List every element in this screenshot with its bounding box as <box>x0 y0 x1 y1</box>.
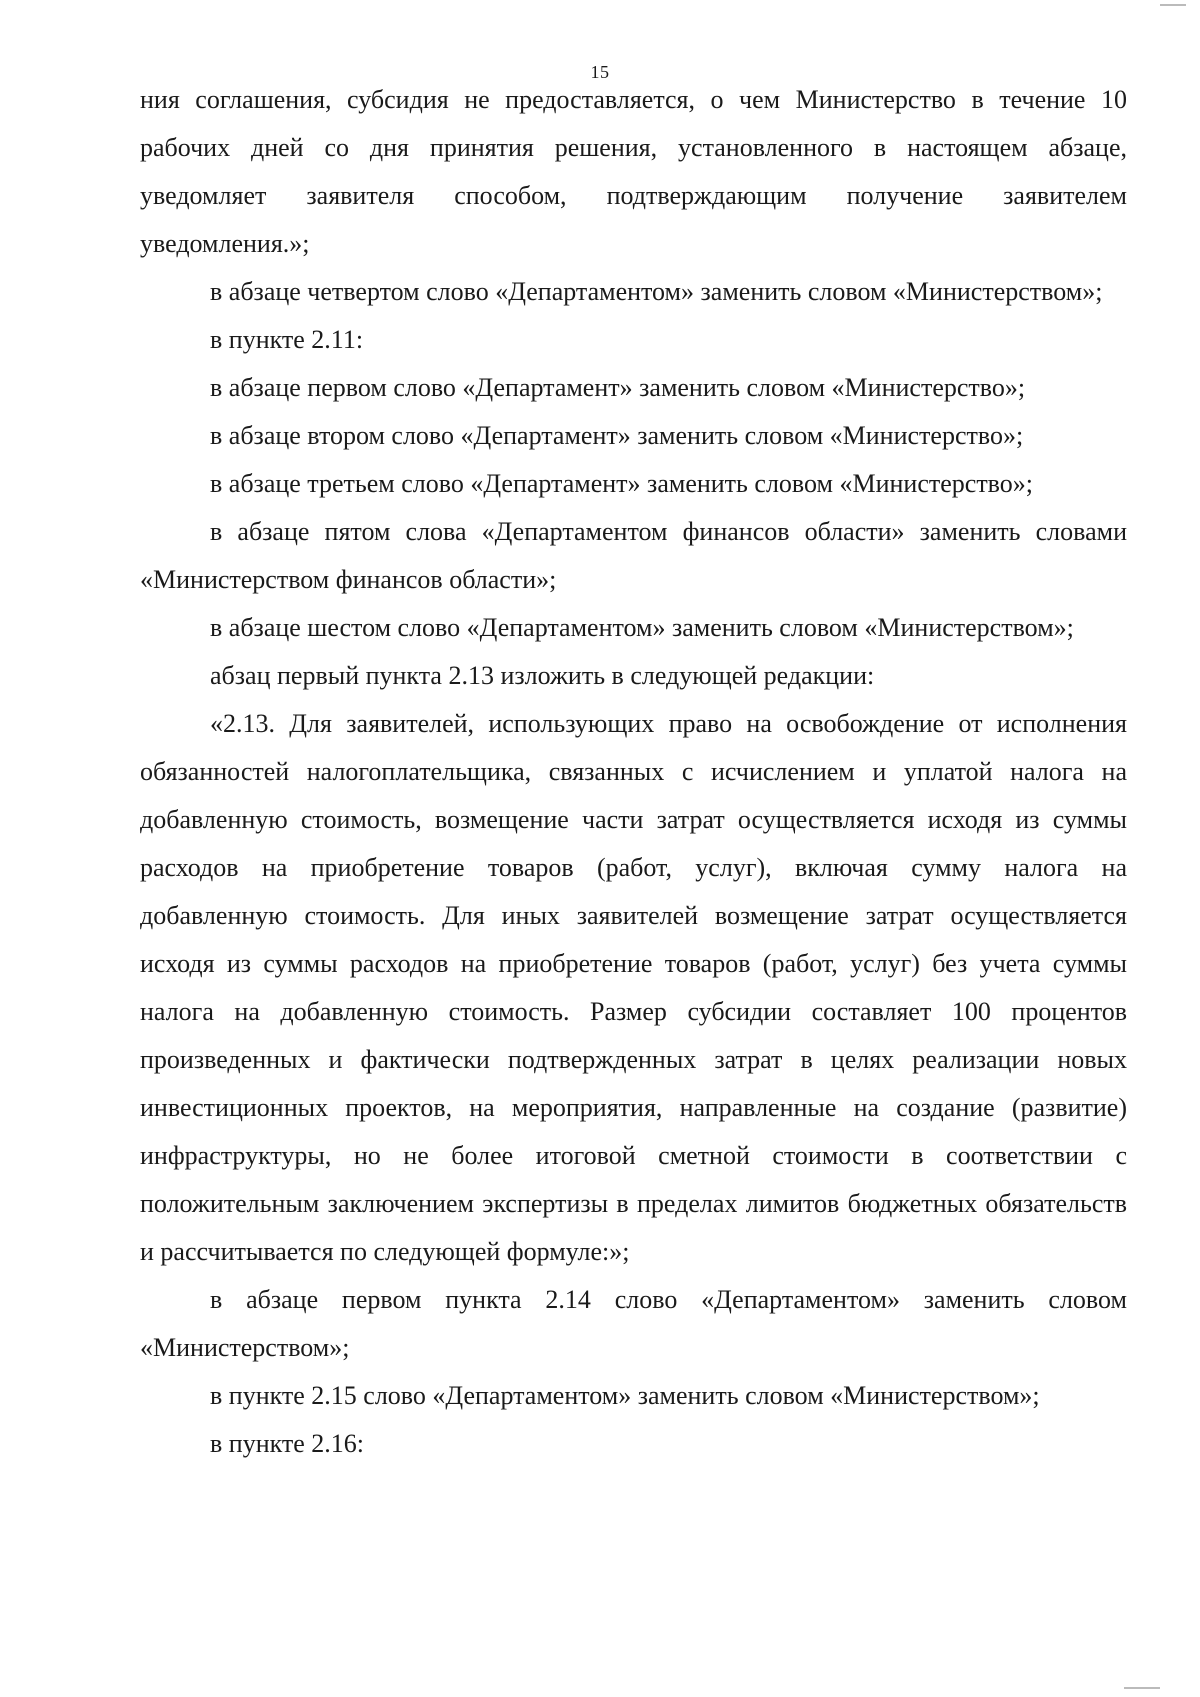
paragraph: в абзаце четвертом слово «Департаментом» заменить словом «Министерством»; <box>210 277 1103 306</box>
page-number: 15 <box>590 62 610 82</box>
document-body <box>140 76 1127 1468</box>
paragraph: в пункте 2.15 слово «Департаментом» заменить словом «Министерством»; <box>210 1381 1040 1410</box>
paragraph: в абзаце первом слово «Департамент» заменить словом «Министерство»; <box>210 373 1026 402</box>
paragraph: «2.13. Для заявителей, использующих право на освобождение от исполнения обязанностей налогоплательщика, связанных с исчислением и уплатой налога на добавленную стоимость, возмещение части затрат осуществляется исходя из суммы расходов на приобретение товаров (работ, услуг), включая сумму налога на добавленную стоимость. Для иных заявителей возмещение затрат осуществляется исходя из суммы расходов на приобретение товаров (работ, услуг) без учета суммы налога на добавленную стоимость. Размер субсидии составляет 100 процентов произведенных и фактически подтвержденных затрат в целях реализации новых инвестиционных проектов, на мероприятия, направленные на создание (развитие) инфраструктуры, но не более итоговой сметной стоимости в соответствии с положительным заключением экспертизы в пределах лимитов бюджетных обязательств и рассчитывается по следующей формуле:»; <box>140 709 1127 1266</box>
paragraph: в пункте 2.11: <box>210 325 364 354</box>
paragraph: в пункте 2.16: <box>210 1429 365 1458</box>
paragraph: ния соглашения, субсидия не предоставляется, о чем Министерство в течение 10 рабочих дней со дня принятия решения, установленного в настоящем абзаце, уведомляет заявителя способом, подтверждающим получение заявителем уведомления.»; <box>140 85 1127 258</box>
paragraph: в абзаце пятом слова «Департаментом финансов области» заменить словами «Министерством финансов области»; <box>140 517 1127 594</box>
paragraph: в абзаце втором слово «Департамент» заменить словом «Министерство»; <box>210 421 1024 450</box>
paragraph: в абзаце шестом слово «Департаментом» заменить словом «Министерством»; <box>210 613 1074 642</box>
scan-mark-bottom-right <box>1124 1687 1160 1689</box>
paragraph: в абзаце третьем слово «Департамент» заменить словом «Министерство»; <box>210 469 1033 498</box>
scan-mark-top-right <box>1160 4 1186 6</box>
paragraph: абзац первый пункта 2.13 изложить в следующей редакции: <box>210 661 875 690</box>
paragraph: в абзаце первом пункта 2.14 слово «Департаментом» заменить словом «Министерством»; <box>140 1285 1127 1362</box>
